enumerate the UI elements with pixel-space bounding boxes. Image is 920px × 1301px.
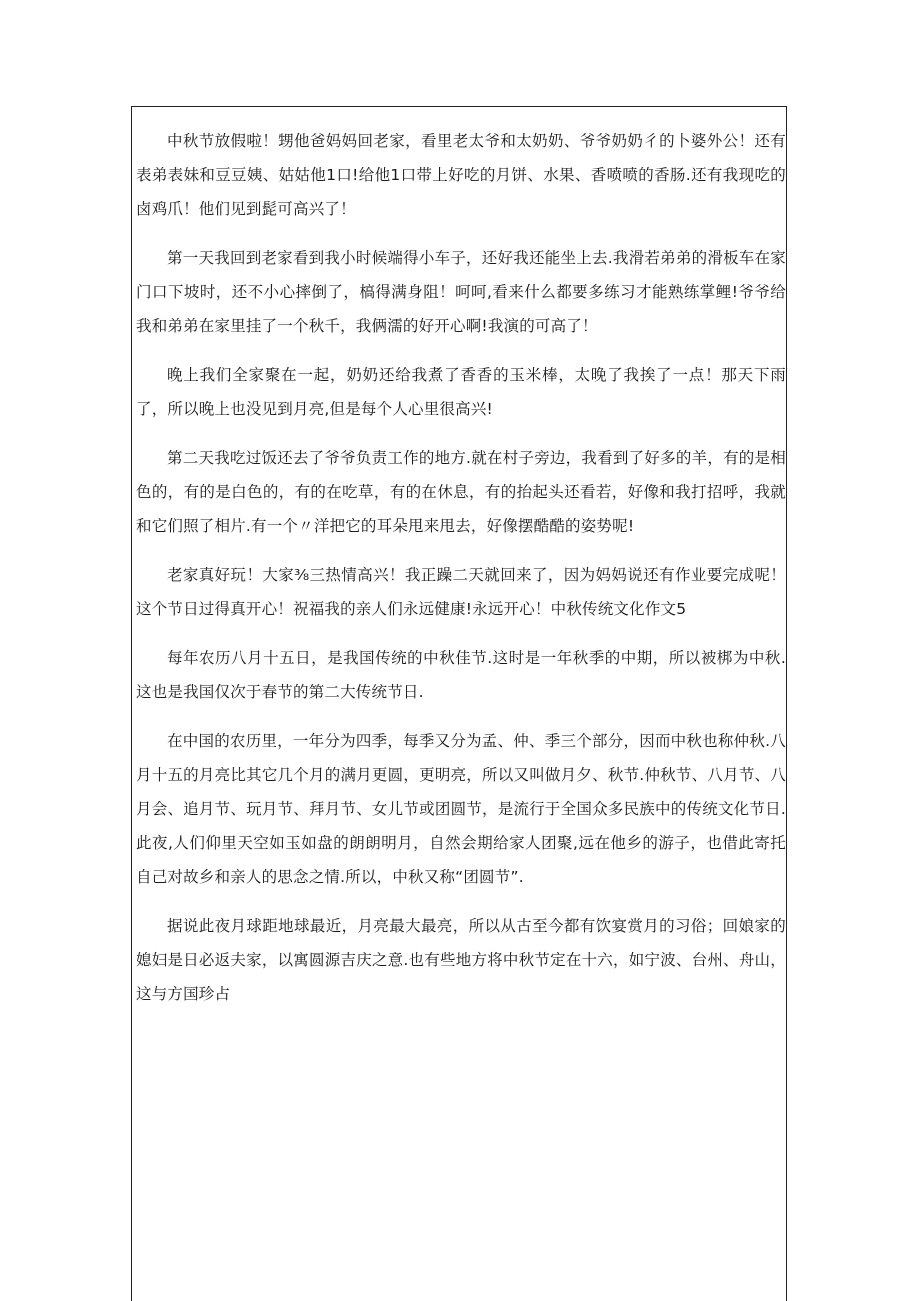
paragraph: 第二天我吃过饭还去了爷爷负责工作的地方.就在村子旁边，我看到了好多的羊，有的是相色的，有的是白色的，有的在吃草，有的在休息，有的抬起头还看若，好像和我打招呼，我就和它们照了相片.有一个〃洋把它的耳朵甩来甩去，好像摆酷酷的姿势呢! (136, 449, 786, 535)
paragraph: 晚上我们全家聚在一起，奶奶还给我煮了香香的玉米棒，太晚了我挨了一点！那天下雨了，所以晚上也没见到月亮,但是每个人心里很高兴! (136, 366, 786, 418)
paragraph: 据说此夜月球距地球最近，月亮最大最亮，所以从古至今都有饮宴赏月的习俗；回娘家的媳妇是日必返夫家，以寓圆源吉庆之意.也有些地方将中秋节定在十六，如宁波、台州、舟山，这与方国珍占 (136, 917, 786, 1003)
paragraph: 在中国的农历里，一年分为四季，每季又分为孟、仲、季三个部分，因而中秋也称仲秋.八月十五的月亮比其它几个月的满月更圆，更明亮，所以又叫做月夕、秋节.仲秋节、八月节、八月会、追月节、玩月节、拜月节、女儿节或团圆节，是流行于全国众多民族中的传统文化节日.此夜,人们仰里天空如玉如盘的朗朗明月，自然会期给家人团聚,远在他乡的游子，也借此寄托自己对故乡和亲人的思念之情.所以，中秋又称“团圆节”. (136, 732, 786, 886)
paragraph: 中秋节放假啦！甥他爸妈妈回老家，看里老太爷和太奶奶、爷爷奶奶彳的卜婆外公！还有表弟表妹和豆豆姨、姑姑他1口!给他1口带上好吃的月饼、水果、香喷喷的香肠.还有我现吃的卤鸡爪！他们见到髭可高兴了！ (136, 132, 786, 218)
document-body (136, 124, 786, 1026)
paragraph: 第一天我回到老家看到我小时候端得小车子，还好我还能坐上去.我滑若弟弟的滑板车在家门口下坡时，还不小心摔倒了，槁得满身阻！呵呵,看来什么都要多练习才能熟练掌鲤!爷爷给我和弟弟在家里挂了一个秋千，我俩濡的好开心啊!我演的可高了！ (136, 249, 786, 335)
paragraph: 老家真好玩！大家⅜三热情高兴！我正躁二天就回来了，因为妈妈说还有作业要完成呢！这个节日过得真开心！祝福我的亲人们永远健康!永远开心！中秋传统文化作文5 (136, 566, 786, 618)
paragraph: 每年农历八月十五日，是我国传统的中秋佳节.这时是一年秋季的中期，所以被梆为中秋.这也是我国仅次于春节的第二大传统节日. (136, 649, 786, 701)
